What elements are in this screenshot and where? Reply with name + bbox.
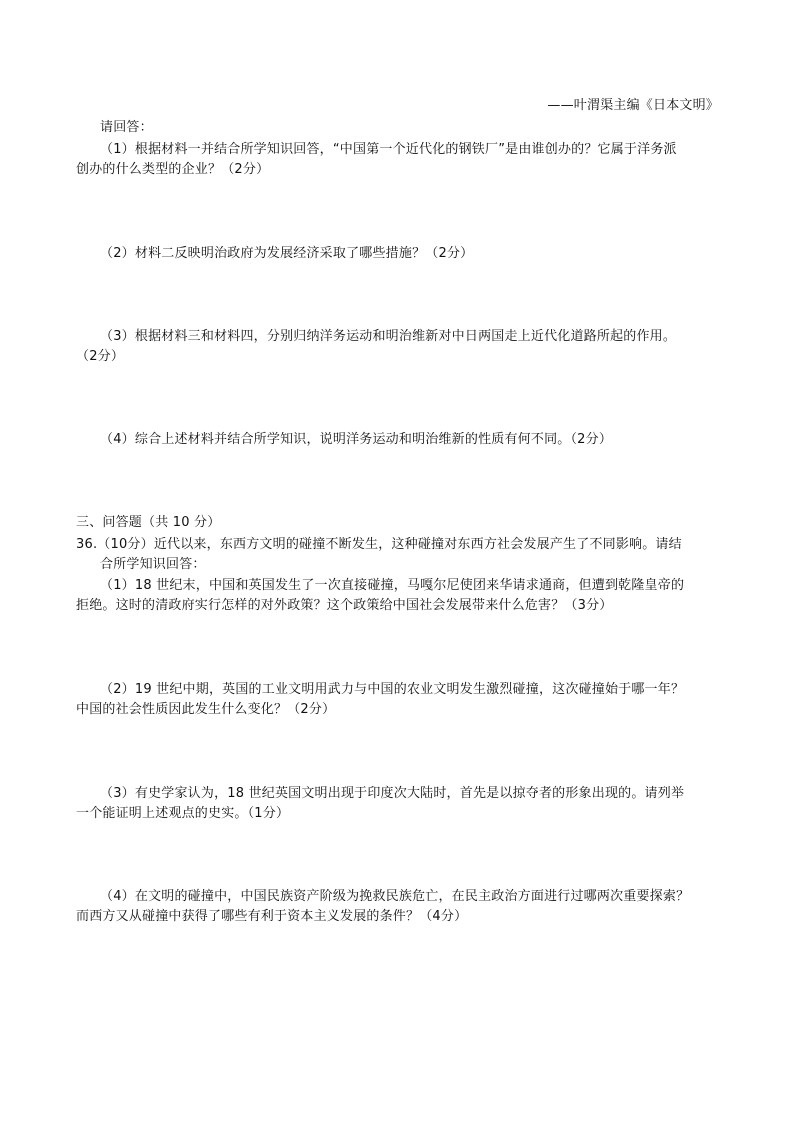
sub-question-2-line-2: 中国的社会性质因此发生什么变化？（2分） <box>76 702 336 717</box>
question-36-line-2: 合所学知识回答： <box>100 557 206 572</box>
question-1-line-1: （1）根据材料一并结合所学知识回答，“中国第一个近代化的钢铁厂”是由谁创办的？它属于洋务派 <box>100 142 677 157</box>
sub-question-4-line-1: （4）在文明的碰撞中，中国民族资产阶级为挽救民族危亡，在民主政治方面进行过哪两次重要探索？ <box>100 889 690 904</box>
answer-prompt: 请回答： <box>100 120 153 135</box>
question-1-line-2: 创办的什么类型的企业？（2分） <box>76 162 270 177</box>
question-2: （2）材料二反映明治政府为发展经济采取了哪些措施？（2分） <box>100 246 474 261</box>
sub-question-1-line-2: 拒绝。这时的清政府实行怎样的对外政策？这个政策给中国社会发展带来什么危害？（3分） <box>76 598 613 613</box>
sub-question-2-line-1: （2）19 世纪中期，英国的工业文明用武力与中国的农业文明发生激烈碰撞，这次碰撞始于哪一年？ <box>100 682 685 697</box>
question-36-line-1: 36.（10分）近代以来，东西方文明的碰撞不断发生，这种碰撞对东西方社会发展产生了不同影响。请结 <box>76 537 682 552</box>
question-3-line-2: （2分） <box>76 349 125 364</box>
sub-question-3-line-2: 一个能证明上述观点的史实。（1分） <box>76 806 290 821</box>
section-3-heading: 三、问答题（共 10 分） <box>76 515 221 530</box>
question-4: （4）综合上述材料并结合所学知识，说明洋务运动和明治维新的性质有何不同。（2分） <box>100 432 613 447</box>
source-citation: ——叶渭渠主编《日本文明》 <box>547 98 719 113</box>
sub-question-3-line-1: （3）有史学家认为，18 世纪英国文明出现于印度次大陆时，首先是以掠夺者的形象出现的。请列举 <box>100 786 685 801</box>
sub-question-4-line-2: 而西方又从碰撞中获得了哪些有利于资本主义发展的条件？（4分） <box>76 909 468 924</box>
sub-question-1-line-1: （1）18 世纪末，中国和英国发生了一次直接碰撞，马嘎尔尼使团来华请求通商，但遭到乾隆皇帝的 <box>100 578 685 593</box>
question-3-line-1: （3）根据材料三和材料四，分别归纳洋务运动和明治维新对中日两国走上近代化道路所起的作用。 <box>100 329 677 344</box>
